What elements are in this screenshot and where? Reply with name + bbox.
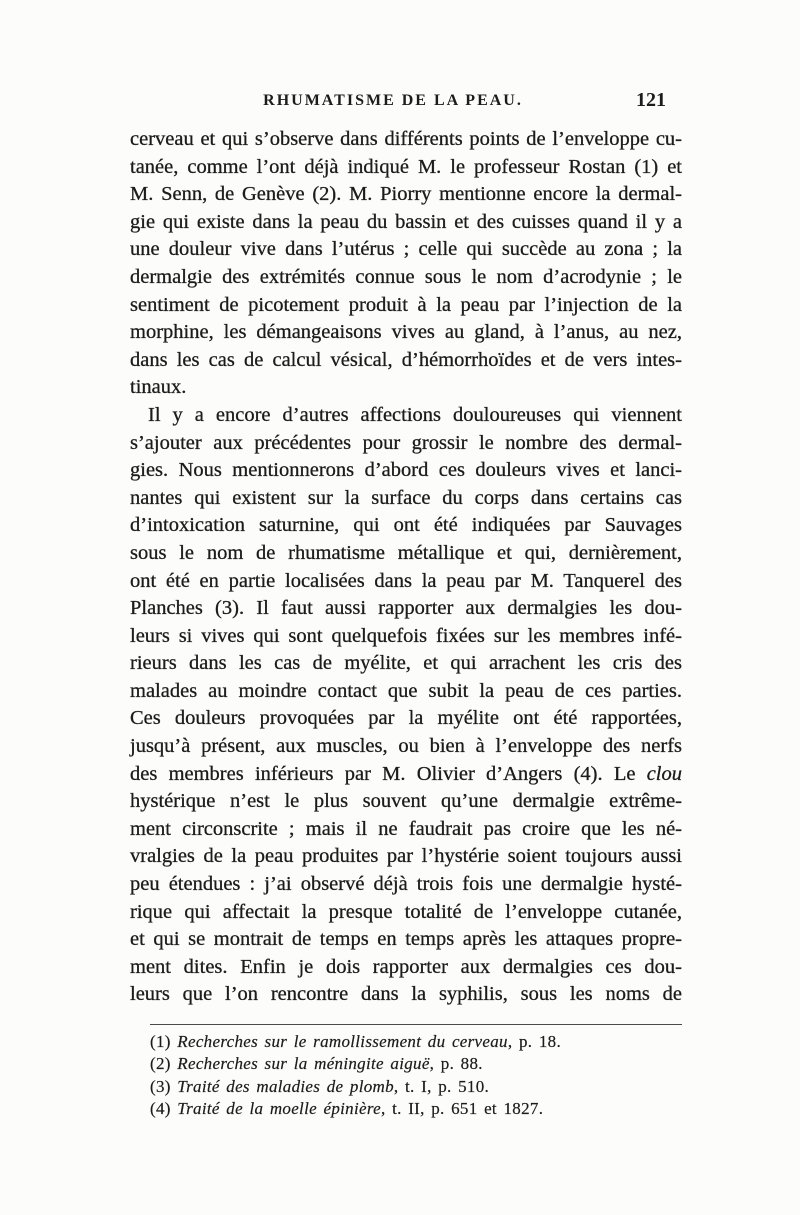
footnote-reference: , p. 88. (429, 1054, 483, 1074)
text-line: gie qui existe dans la peau du bassin et des cuisses quand il y a (130, 210, 682, 233)
running-title: RHUMATISME DE LA PEAU. (263, 92, 523, 109)
text-line: Il y a encore d’autres affections douloureuses qui viennent (148, 403, 682, 426)
text-line: dans les cas de calcul vésical, d’hémorrhoïdes et de vers intes- (130, 348, 682, 371)
footnote-marker: (2) (150, 1054, 171, 1074)
text-line: cerveau et qui s’observe dans différents points de l’enveloppe cu- (130, 128, 682, 150)
text-line: vralgies de la peau produites par l’hystérie soient toujours aussi (130, 845, 682, 868)
body-text (130, 126, 682, 1009)
text-line: morphine, les démangeaisons vives au gland, à l’anus, au nez, (130, 321, 682, 344)
footnotes (150, 1031, 690, 1120)
text-line: une douleur vive dans l’utérus ; celle qui succède au zona ; la (130, 238, 682, 261)
italic-term: clou (646, 762, 682, 785)
text-segment: des membres inférieurs par M. Olivier d’Angers (4). Le (130, 762, 647, 785)
footnote-marker: (3) (150, 1076, 171, 1096)
text-line: malades au moindre contact que subit la peau de ces parties. (130, 679, 682, 702)
text-line: sous le nom de rhumatisme métallique et qui, dernièrement, (130, 541, 682, 564)
text-line: sentiment de picotement produit à la peau par l’injection de la (130, 293, 682, 316)
paragraph (130, 402, 682, 1009)
text-line: Ces douleurs provoquées par la myélite ont été rapportées, (130, 707, 682, 730)
text-line: nantes qui existent sur la surface du corps dans certains cas (130, 486, 682, 509)
page-number: 121 (636, 89, 666, 111)
text-line: jusqu’à présent, aux muscles, ou bien à l’enveloppe des nerfs (130, 735, 682, 758)
footnote (150, 1031, 690, 1053)
footnote-title: Recherches sur la méningite aiguë (177, 1054, 430, 1074)
text-line: ont été en partie localisées dans la peau par M. Tanquerel des (130, 569, 682, 592)
text-line: hystérique n’est le plus souvent qu’une dermalgie extrême- (130, 790, 682, 813)
text-line: tinaux. (130, 376, 187, 399)
text-line: et qui se montrait de temps en temps après les attaques propre- (130, 928, 682, 951)
text-line: gies. Nous mentionnerons d’abord ces douleurs vives et lanci- (130, 459, 682, 482)
text-line: tanée, comme l’ont déjà indiqué M. le professeur Rostan (1) et (130, 155, 682, 178)
footnote-marker: (1) (150, 1032, 171, 1051)
text-line: dermalgie des extrémités connue sous le nom d’acrodynie ; le (130, 265, 682, 288)
footnote (150, 1053, 690, 1075)
text-line (130, 761, 682, 789)
footnote-reference: , p. 18. (507, 1032, 561, 1051)
paragraph (130, 126, 682, 402)
text-line: s’ajouter aux précédentes pour grossir le nombre des dermal- (130, 431, 682, 454)
footnote-title: Traité de la moelle épinière (177, 1098, 381, 1118)
footnote-reference: , t. I, p. 510. (393, 1076, 490, 1096)
text-line: ment dites. Enfin je dois rapporter aux dermalgies ces dou- (130, 955, 682, 978)
footnote (150, 1098, 690, 1120)
footnote-title: Traité des maladies de plomb (177, 1076, 394, 1096)
text-line: rique qui affectait la presque totalité de l’enveloppe cutanée, (130, 900, 682, 923)
text-line: rieurs dans les cas de myélite, et qui arrachent les cris des (130, 652, 682, 675)
footnote-title: Recherches sur le ramollissement du cerveau (177, 1032, 508, 1051)
text-line: Planches (3). Il faut aussi rapporter aux dermalgies les dou- (130, 597, 682, 620)
text-line: ment circonscrite ; mais il ne faudrait pas croire que les né- (130, 817, 682, 840)
footnote-marker: (4) (150, 1098, 171, 1118)
text-line: peu étendues : j’ai observé déjà trois fois une dermalgie hysté- (130, 873, 682, 896)
text-line: leurs que l’on rencontre dans la syphilis, sous les noms de (130, 983, 682, 1006)
text-line: leurs si vives qui sont quelquefois fixées sur les membres infé- (130, 624, 682, 647)
text-line: d’intoxication saturnine, qui ont été indiquées par Sauvages (130, 514, 682, 537)
text-line: M. Senn, de Genève (2). M. Piorry mentionne encore la dermal- (130, 183, 682, 206)
footnote-reference: , t. II, p. 651 et 1827. (380, 1098, 544, 1118)
footnote (150, 1076, 690, 1098)
footnote-rule (150, 1024, 682, 1025)
